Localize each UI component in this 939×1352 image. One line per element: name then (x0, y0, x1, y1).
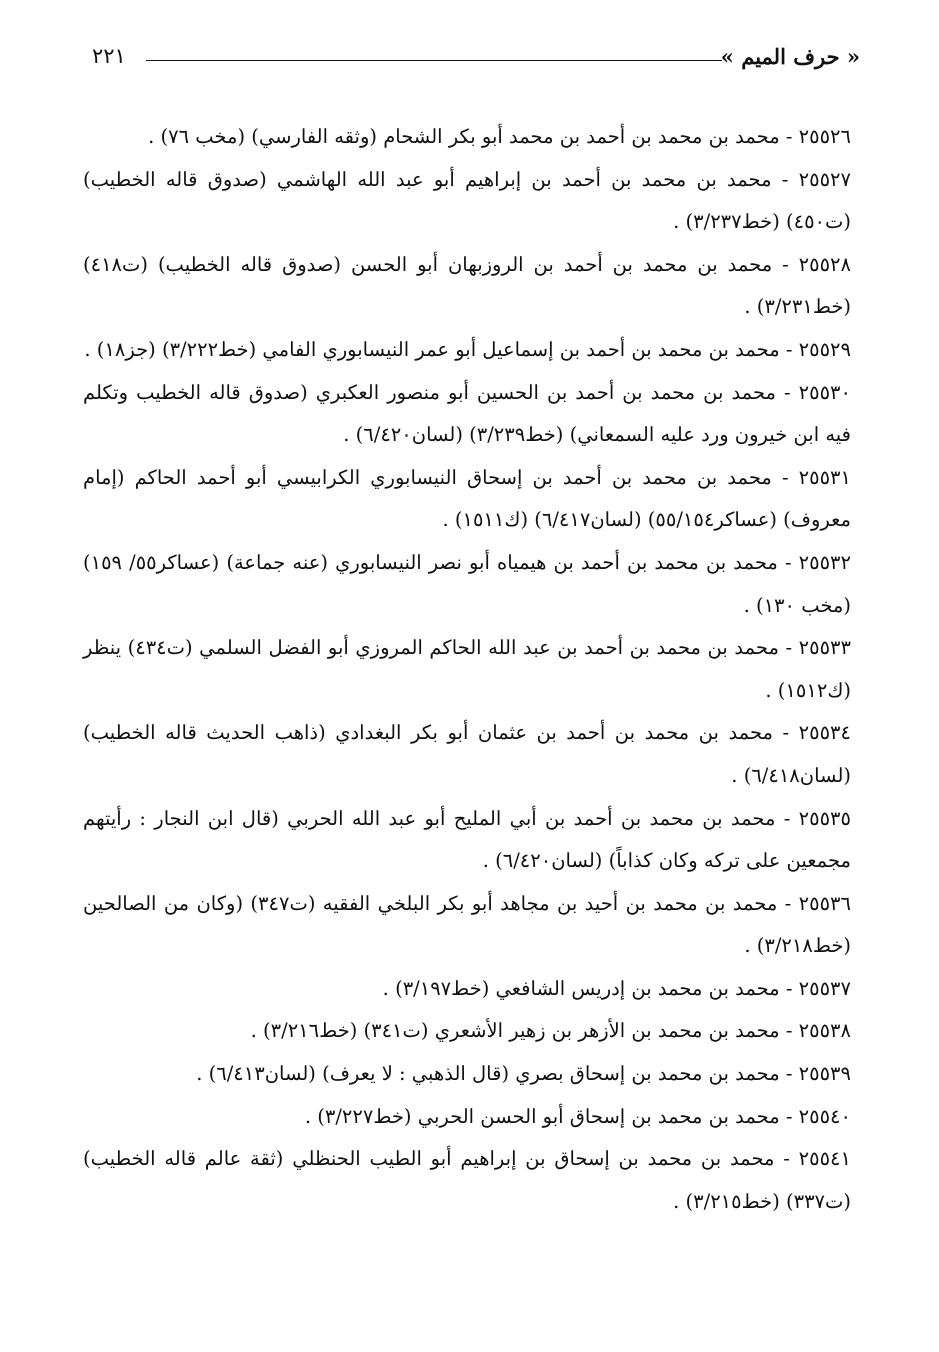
list-item: ٢٥٥٢٨ - محمد بن محمد بن أحمد بن الروزبهان أبو الحسن (صدوق قاله الخطيب) (ت٤١٨) (خط٣/٢٣١) . (83, 252, 851, 319)
entry-list (83, 116, 851, 1223)
list-item: ٢٥٥٣٠ - محمد بن محمد بن أحمد بن الحسين أبو منصور العكبري (صدوق قاله الخطيب وتكلم فيه ابن خيرون ورد عليه السمعاني) (خط٣/٢٣٩) (لسان٦/٤٢٠) . (83, 380, 851, 447)
list-item: ٢٥٥٤٠ - محمد بن محمد بن إسحاق أبو الحسن الحربي (خط٣/٢٢٧) . (304, 1104, 851, 1128)
list-item: ٢٥٥٢٧ - محمد بن محمد بن أحمد بن إبراهيم أبو عبد الله الهاشمي (صدوق قاله الخطيب) (ت٤٥٠) (خط٣/٢٣٧) . (83, 167, 851, 234)
list-item: ٢٥٥٣٩ - محمد بن محمد بن إسحاق بصري (قال الذهبي : لا يعرف) (لسان٦/٤١٣) . (196, 1062, 851, 1086)
list-item: ٢٥٥٣٢ - محمد بن محمد بن أحمد بن هيمياه أبو نصر النيسابوري (عنه جماعة) (عساكر٥٥/ ١٥٩) (مخب ١٣٠) . (83, 550, 851, 617)
page-number: ٢٢١ (92, 44, 126, 68)
page-header (92, 44, 860, 78)
list-item: ٢٥٥٣٨ - محمد بن محمد بن الأزهر بن زهير الأشعري (ت٣٤١) (خط٣/٢١٦) . (250, 1019, 851, 1043)
list-item: ٢٥٥٣٧ - محمد بن محمد بن إدريس الشافعي (خط٣/١٩٧) . (382, 976, 851, 1000)
list-item: ٢٥٥٣٦ - محمد بن محمد بن أحيد بن مجاهد أبو بكر البلخي الفقيه (ت٣٤٧) (وكان من الصالحين (خط٣/٢١٨) . (83, 891, 851, 958)
list-item: ٢٥٥٢٩ - محمد بن محمد بن أحمد بن إسماعيل أبو عمر النيسابوري الفامي (خط٣/٢٢٢) (جز١٨) . (84, 337, 851, 361)
list-item: ٢٥٥٢٦ - محمد بن محمد بن أحمد بن محمد أبو بكر الشحام (وثقه الفارسي) (مخب ٧٦) . (148, 125, 851, 148)
list-item: ٢٥٥٣٥ - محمد بن محمد بن أحمد بن أبي المليح أبو عبد الله الحربي (قال ابن النجار : رأيتهم مجمعين على تركه وكان كذاباً) (لسان٦/٤٢٠) . (83, 806, 851, 873)
chapter-title: « حرف الميم » (720, 44, 860, 69)
list-item: ٢٥٥٣١ - محمد بن محمد بن أحمد بن إسحاق النيسابوري الكرابيسي أبو أحمد الحاكم (إمام معروف) (عساكر٥٥/١٥٤) (لسان٦/٤١٧) (ك١٥١١) . (83, 465, 851, 532)
list-item: ٢٥٥٣٣ - محمد بن محمد بن أحمد بن عبد الله الحاكم المروزي أبو الفضل السلمي (ت٤٣٤) ينظر (ك١٥١٢) . (83, 636, 851, 702)
list-item: ٢٥٥٣٤ - محمد بن محمد بن أحمد بن عثمان أبو بكر البغدادي (ذاهب الحديث قاله الخطيب) (لسان٦/٤١٨) . (83, 721, 851, 787)
list-item: ٢٥٥٤١ - محمد بن محمد بن إسحاق بن إبراهيم أبو الطيب الحنظلي (ثقة عالم قاله الخطيب) (ت٣٣٧) (خط٣/٢١٥) . (83, 1147, 851, 1213)
header-rule (146, 60, 722, 61)
